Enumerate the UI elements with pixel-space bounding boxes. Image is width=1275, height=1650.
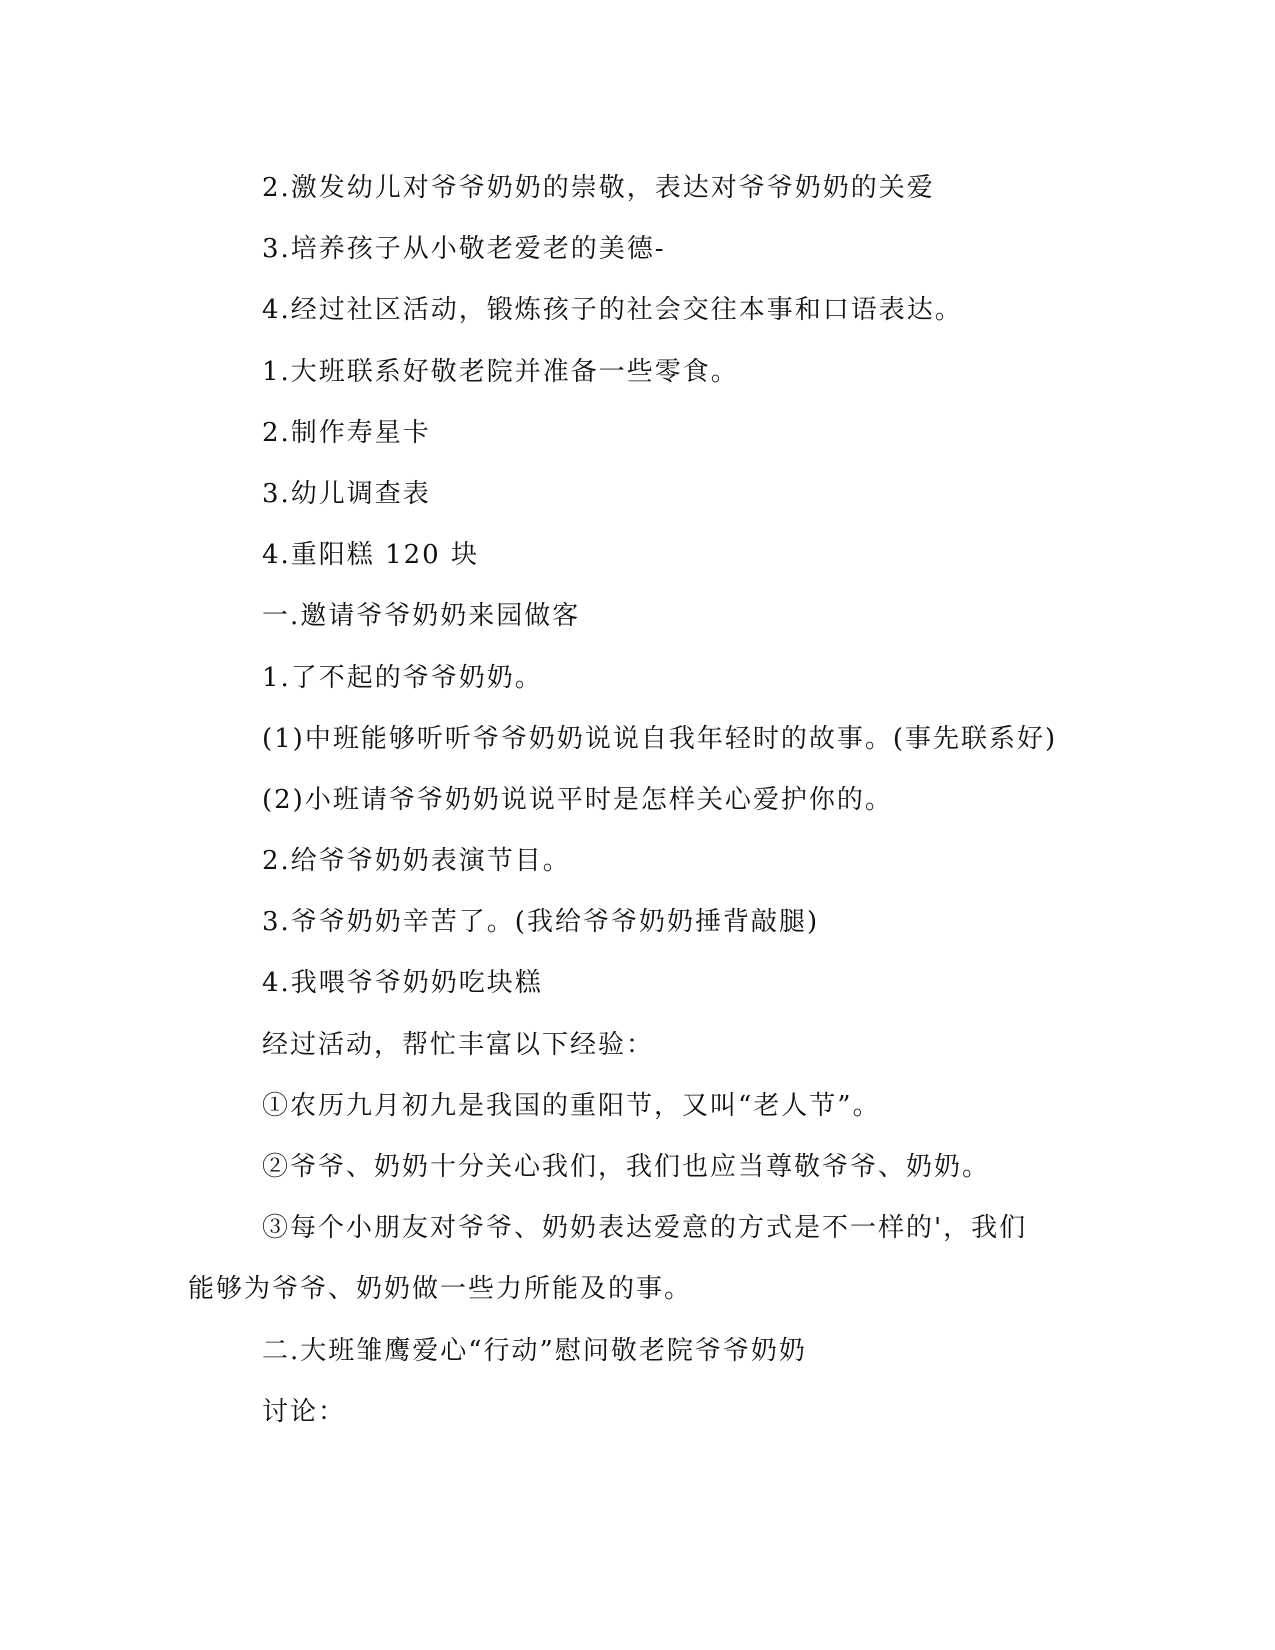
paragraph-activity-2: 2.给爷爷奶奶表演节目。: [262, 846, 571, 877]
paragraph-experience-3: ③每个小朋友对爷爷、奶奶表达爱意的方式是不一样的'，我们: [262, 1213, 1028, 1244]
paragraph-experience-2: ②爷爷、奶奶十分关心我们，我们也应当尊敬爷爷、奶奶。: [262, 1152, 991, 1182]
section-heading-1: 一.邀请爷爷奶奶来园做客: [262, 601, 581, 632]
paragraph-activity-1-sub-2: (2)小班请爷爷奶奶说说平时是怎样关心爱护你的。: [262, 784, 893, 815]
paragraph-prep-2: 2.制作寿星卡: [262, 417, 431, 448]
paragraph-goal-4: 4.经过社区活动，锻炼孩子的社会交往本事和口语表达。: [262, 295, 963, 326]
document-body: [188, 158, 1068, 1443]
paragraph-activity-1: 1.了不起的爷爷奶奶。: [262, 662, 543, 693]
paragraph-activity-1-sub-1: (1)中班能够听听爷爷奶奶说说自我年轻时的故事。(事先联系好): [262, 723, 1058, 754]
section-heading-2: 二.大班雏鹰爱心“行动”慰问敬老院爷爷奶奶: [262, 1335, 807, 1366]
paragraph-experience-intro: 经过活动，帮忙丰富以下经验：: [262, 1029, 655, 1060]
paragraph-experience-3-cont: 能够为爷爷、奶奶做一些力所能及的事。: [188, 1274, 693, 1305]
paragraph-prep-3: 3.幼儿调查表: [262, 478, 431, 509]
paragraph-goal-3: 3.培养孩子从小敬老爱老的美德-: [262, 234, 666, 265]
paragraph-activity-3: 3.爷爷奶奶辛苦了。(我给爷爷奶奶捶背敲腿): [262, 907, 820, 938]
paragraph-prep-1: 1.大班联系好敬老院并准备一些零食。: [262, 356, 739, 387]
paragraph-activity-4: 4.我喂爷爷奶奶吃块糕: [262, 968, 543, 999]
paragraph-discussion: 讨论：: [262, 1396, 347, 1427]
paragraph-prep-4: 4.重阳糕 120 块: [262, 540, 479, 571]
paragraph-experience-1: ①农历九月初九是我国的重阳节，又叫“老人节”。: [262, 1090, 881, 1121]
paragraph-goal-2: 2.激发幼儿对爷爷奶奶的崇敬，表达对爷爷奶奶的关爱: [262, 173, 935, 203]
